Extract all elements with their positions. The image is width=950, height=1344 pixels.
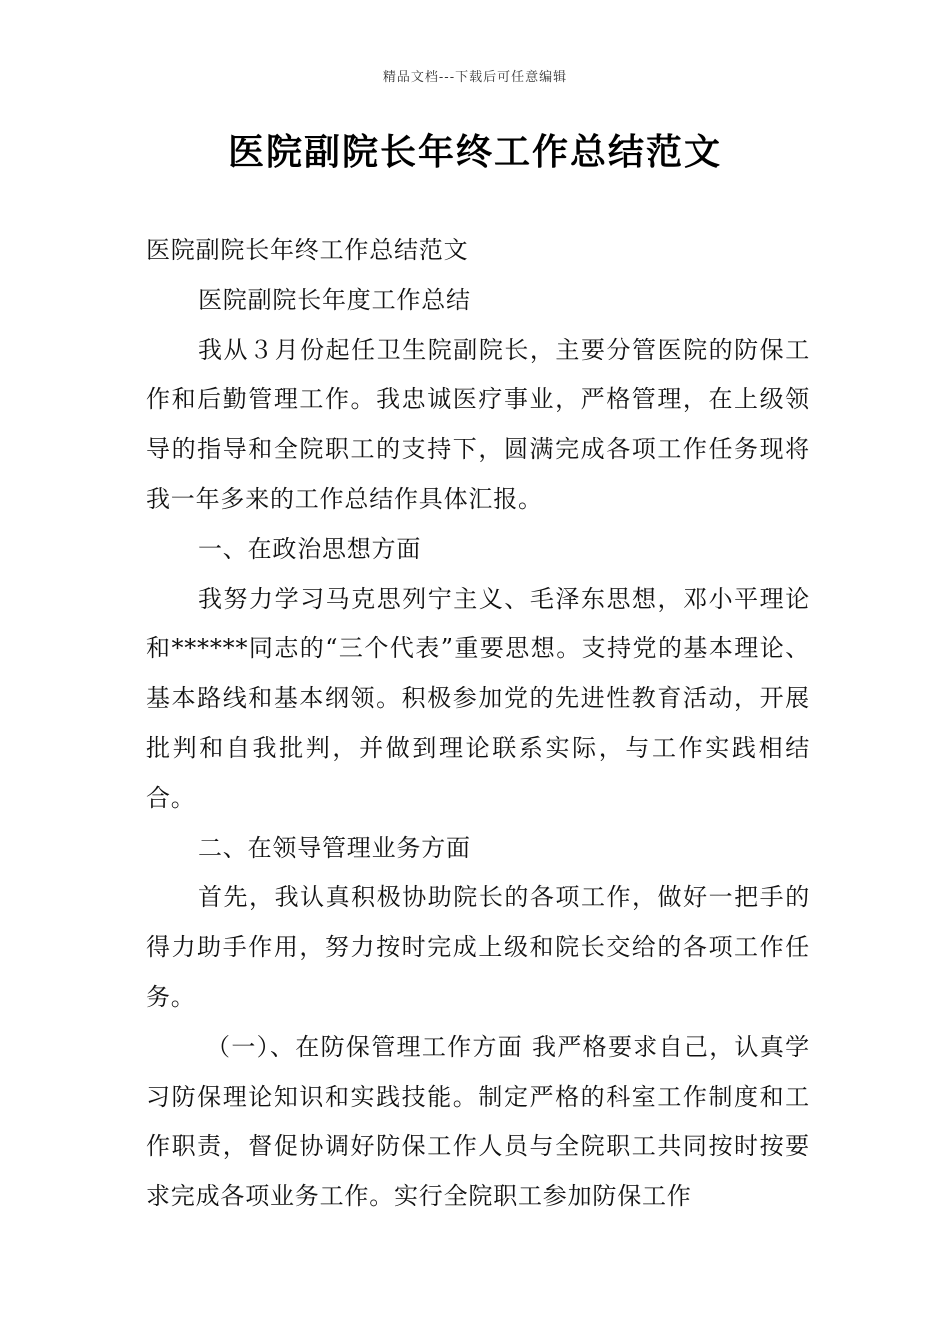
paragraph-prevention: （一）、在防保管理工作方面 我严格要求自己，认真学习防保理论知识和实践技能。制定严格的科室工作制度和工作职责，督促协调好防保工作人员与全院职工共同按时按要求完成各项业务工作。实行全院职工参加防保工作	[146, 1032, 810, 1211]
document-title: 医院副院长年终工作总结范文	[227, 131, 722, 173]
paragraph-section-heading: 医院副院长年度工作总结	[198, 285, 471, 314]
paragraph-heading-politics: 一、在政治思想方面	[198, 534, 422, 563]
paragraph-management: 首先，我认真积极协助院长的各项工作，做好一把手的得力助手作用，努力按时完成上级和院长交给的各项工作任务。	[146, 883, 810, 1011]
paragraph-politics: 我努力学习马克思列宁主义、毛泽东思想，邓小平理论和******同志的“三个代表”重要思想。支持党的基本理论、基本路线和基本纲领。积极参加党的先进性教育活动，开展批判和自我批判，并做到理论联系实际，与工作实践相结合。	[146, 584, 810, 812]
paragraph-intro: 我从３月份起任卫生院副院长，主要分管医院的防保工作和后勤管理工作。我忠诚医疗事业，严格管理，在上级领导的指导和全院职工的支持下，圆满完成各项工作任务现将我一年多来的工作总结作具体汇报。	[146, 335, 810, 513]
paragraph-heading-management: 二、在领导管理业务方面	[198, 833, 471, 862]
header-note: 精品文档---下载后可任意编辑	[382, 70, 568, 85]
paragraph-subtitle: 医院副院长年终工作总结范文	[146, 236, 469, 264]
document-body	[146, 226, 810, 1222]
